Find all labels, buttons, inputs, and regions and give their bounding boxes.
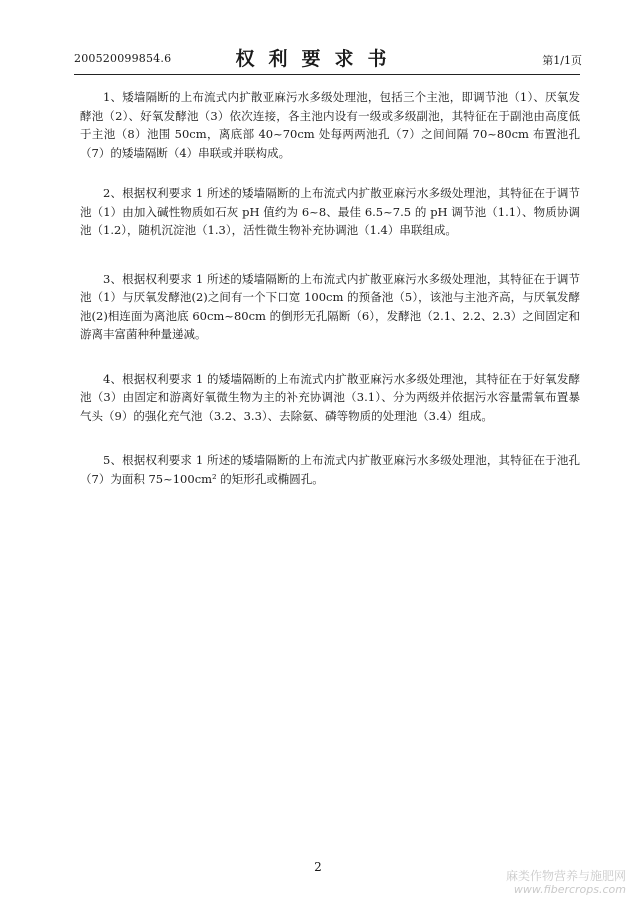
document-title: 权利要求书 [235,48,401,70]
claim-4: 4、根据权利要求 1 的矮墙隔断的上布流式内扩散亚麻污水多级处理池，其特征在于好氧发酵池（3）由固定和游离好氧微生物为主的补充协调池（3.1）、分为两级并依据污水容量需氧布置暴气头（9）的强化充气池（3.2、3.3）、去除氨、磷等物质的处理池（3.4）组成。 [80,371,580,423]
watermark-url: www.fibercrops.com [513,883,626,896]
claim-3: 3、根据权利要求 1 所述的矮墙隔断的上布流式内扩散亚麻污水多级处理池，其特征在于调节池（1）与厌氧发酵池(2)之间有一个下口宽 100cm 的预备池（5），该池与主池齐高，与厌氧发酵池(2)相连面为离池底 60cm~80cm 的倒形无孔隔断（6），发酵池（2.1、2.2、2.3）之间固定和游离丰富菌种种量递减。 [80,271,580,341]
watermark [506,869,626,897]
claims-body [80,88,580,512]
header-divider [74,74,580,75]
document-header [0,0,636,80]
claim-2: 2、根据权利要求 1 所述的矮墙隔断的上布流式内扩散亚麻污水多级处理池，其特征在于调节池（1）由加入碱性物质如石灰 pH 值约为 6~8、最佳 6.5~7.5 的 pH 调节池（1.1）、物质协调池（1.2），随机沉淀池（1.3），活性微生物补充协调池（1.4）串联组成。 [80,186,580,237]
page-number: 2 [314,860,322,874]
claim-5: 5、根据权利要求 1 所述的矮墙隔断的上布流式内扩散亚麻污水多级处理池，其特征在于池孔（7）为面积 75~100cm² 的矩形孔或椭圆孔。 [80,453,580,486]
page-label: 第1/1页 [542,54,582,67]
application-number: 200520099854.6 [74,52,172,65]
watermark-name: 麻类作物营养与施肥网 [505,869,626,883]
claim-1: 1、矮墙隔断的上布流式内扩散亚麻污水多级处理池，包括三个主池，即调节池（1）、厌氧发酵池（2）、好氧发酵池（3）依次连接，各主池内设有一级或多级副池，其特征在于副池由高度低于主池（8）池围 50cm，离底部 40~70cm 处每两两池孔（7）之间间隔 70~80cm 布置池孔（7）的矮墙隔断（4）串联或并联构成。 [80,90,580,160]
